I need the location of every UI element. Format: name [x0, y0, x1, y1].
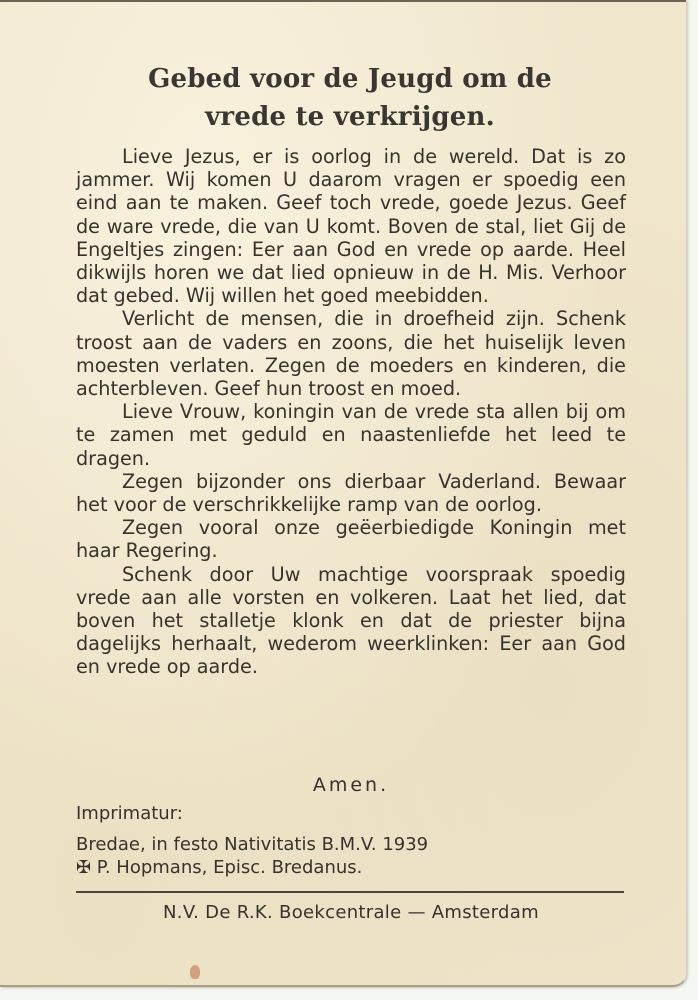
approval-place-date: Bredae, in festo Nativitatis B.M.V. 1939	[76, 834, 429, 855]
paragraph-3: Lieve Vrouw, koningin van de vrede sta allen bij om te zamen met geduld en naastenliefde het leed te dragen.	[76, 400, 626, 470]
footer-divider	[76, 891, 624, 893]
paragraph-1: Lieve Jezus, er is oorlog in de wereld. Dat is zo jammer. Wij komen U daarom vragen er spoedig een eind aan te maken. Geef toch vrede, goede Jezus. Geef de ware vrede, die van U komt. Boven de stal, liet Gij de Engeltjes zingen: Eer aan God en vrede op aarde. Heel dikwijls horen we dat lied opnieuw in de H. Mis. Verhoor dat gebed. Wij willen het goed meebidden.	[76, 145, 626, 308]
paragraph-2: Verlicht de mensen, die in droefheid zijn. Schenk troost aan de vaders en zoons, die het huiselijk leven moesten verlaten. Zegen de moeders en kinderen, die achterbleven. Geef hun troost en moed.	[76, 307, 626, 401]
title-line-2: vrede te verkrijgen.	[205, 102, 495, 132]
approval-bishop: ✠ P. Hopmans, Episc. Bredanus.	[76, 857, 363, 878]
card-top-edge	[0, 0, 686, 2]
paragraph-4: Zegen bijzonder ons dierbaar Vaderland. Bewaar het voor de verschrikkelijke ramp van de oorlog.	[76, 469, 626, 517]
closing-amen: Amen.	[312, 774, 390, 796]
document-title	[60, 60, 640, 136]
paper-stain	[190, 965, 200, 979]
paragraph-5: Zegen vooral onze geëerbiedigde Koningin met haar Regering.	[76, 516, 626, 563]
prayer-body	[76, 145, 626, 679]
ecclesiastical-approval	[76, 833, 428, 879]
publisher-line: N.V. De R.K. Boekcentrale — Amsterdam	[163, 902, 539, 923]
imprimatur-label: Imprimatur:	[76, 803, 183, 824]
paragraph-6: Schenk door Uw machtige voorspraak spoedig vrede aan alle vorsten en volkeren. Laat het lied, dat boven het stalletje klonk en dat de priester bijna dagelijks herhaalt, wederom weerklinken: Eer aan God en vrede op aarde.	[76, 562, 626, 679]
title-line-1: Gebed voor de Jeugd om de	[148, 64, 552, 94]
